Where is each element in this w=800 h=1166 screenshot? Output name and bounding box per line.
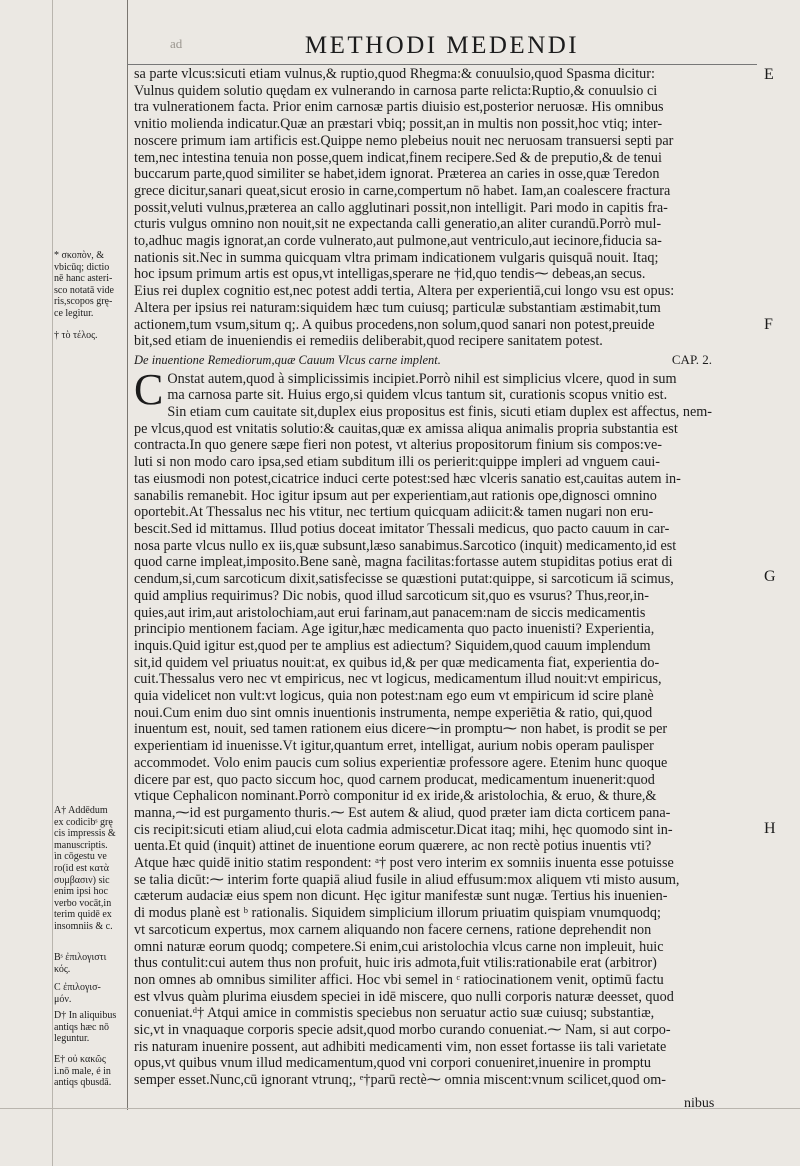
text-line: nationis sit.Nec in summa quicquam vltra primam indicationem vulgaris quisquā nouit. Itaq; (134, 249, 659, 266)
text-line: sit,id quidem vel priuatus nouit:at, ex quibus id,& per quæ medicamenta fiat, experientia do- (134, 654, 660, 671)
text-line: bescit.Sed id mittamus. Illud potius doceat imitator Thessali medicus, quo pacto cauum in car- (134, 520, 670, 537)
margin-letter-g: G (764, 568, 776, 585)
chapter-heading (134, 352, 752, 369)
text-line: dicere par est, quo pacto siccum hoc, quod carnem producat, medicamentum inuenerit:quod (134, 771, 655, 788)
text-line: opus,vt quibus vnum illud medicamentum,quod vni corpori conueniret,inuenire in promptu (134, 1055, 651, 1072)
text-line: cendum,si,cum sarcoticum dixit,satisfecisse se quæstioni putat:quippe, si sarcoticum iā scimus, (134, 571, 674, 588)
text-line: Eius rei duplex cognitio est,nec potest addi tertia, Altera per experientiā,cui longo vsu est opus: (134, 283, 675, 300)
intro-paragraph (134, 66, 752, 350)
chapter-body (134, 364, 752, 1089)
note-line: C ἐπιλογισ- (54, 982, 101, 993)
text-line: cuit.Thessalus vero nec vt empiricus, nec vt logicus, medicamentum illud nouit:vt empiricus, (134, 671, 662, 688)
note-line: A† Addēdum (54, 805, 108, 816)
text-line: semper esset.Nunc,cū ignorant vtrunq;, ᵉ†parū rectè⁓ omnia miscent:vnum scilicet,quod om- (134, 1072, 666, 1089)
note-line: enim ipsi hoc (54, 886, 108, 898)
text-line: possit,veluti vulnus,præterea an callo agglutinari possit,non intelligit. Pari modo in capitis fra- (134, 199, 668, 216)
text-line: quod carne impleat,imposito.Bene sanè, magna facilitas:fortasse autem stupiditas potius erat di (134, 554, 673, 571)
text-line: non omnes ab omnibus similiter affici. Hoc vbi semel in ᶜ ratiocinationem venit, optimū factu (134, 971, 664, 988)
note-line: cis impressis & (54, 828, 116, 840)
note-line: Bˢ ἐπιλογιστι (54, 952, 107, 963)
text-line: Vulnus quidem solutio quędam ex vulnerando in carnosa parte relicta:Ruptio,& conuulsio ci (134, 82, 658, 99)
note-line: insomniis & c. (54, 920, 113, 932)
note-line: antiqs qbusdā. (54, 1077, 112, 1089)
text-line: Onstat autem,quod à simplicissimis incipiet.Porrò nihil est simplicius vlcere, quod in sum (167, 370, 677, 387)
text-line: experientiam id inuenisse.Vt igitur,quantum erret, intelligat, aurium nobis operam paulisper (134, 738, 654, 755)
main-text (134, 66, 752, 1089)
text-line: quies,aut irim,aut aristolochiam,aut erui farinam,aut panacem:nam de siccis medicamentis (134, 604, 646, 621)
text-line: ma carnosa parte sit. Huius ergo,si quidem vlcus tantum sit, curationis scopus vnitio est. (167, 387, 668, 404)
margin-letter-e: E (764, 66, 774, 83)
text-line: di modus planè est ᵇ rationalis. Siquidem simplicium illorum priuatim quispiam vnumquodq; (134, 905, 661, 922)
text-line: vnitio molienda indicatur.Quæ an præstari vbiq; possit,an in multis non possit,hoc vtiq; inter- (134, 116, 663, 133)
text-line: omni naturæ eorum quodq; competere.Si enim,cui aristolochia vlcus carne non impleuit, huic (134, 938, 664, 955)
margin-note-e (54, 1054, 124, 1089)
margin-note-telos (54, 330, 124, 342)
note-line: κός. (54, 963, 71, 975)
text-line: vtique Cephalicon nominant.Porrò componitur id ex iride,& aristolochia, & eruo, & thure,& (134, 788, 657, 805)
text-line: cæterum audaciæ eius spem non dicunt. Hęc igitur manifestæ sunt nugæ. Tertius his inuenien- (134, 888, 668, 905)
note-line: μόν. (54, 993, 72, 1005)
text-line: Altera per ipsius rei naturam:siquidem hæc tum cuiusq; particulæ substantiam æstimabit,tum (134, 299, 661, 316)
text-line: luti si non modo caro ipsa,sed etiam subditum illi os perierit:quippe impleri ad vnguem caui- (134, 454, 661, 471)
note-line: terim quidē ex (54, 909, 112, 921)
text-line: grece dicitur,sanari queat,sicut erosio in carne,compertum nō habet. Iam,an coalescere fractura (134, 182, 671, 199)
note-line: ro(id est κατὰ (54, 862, 109, 874)
text-line: principio mentionem faciam. Age igitur,hæc medicamenta quo pacto inuenisti? Experientia, (134, 621, 655, 638)
text-line: se talia dicūt:⁓ interim forte quapiā aliud fusile in aliud effusum:mox aliquem vti misto ausum, (134, 871, 680, 888)
text-line: conueniat.ᵈ† Atqui amice in commistis speciebus non seruatur actio suæ cuiusq; substantiæ, (134, 1005, 655, 1022)
text-line: manna,⁓id est purgamento thuris.⁓ Est autem & aliud, quod præter iam dicta corticem pana- (134, 804, 671, 821)
folio-ghost: ad (170, 36, 183, 51)
note-line: συμβασιν) sic (54, 874, 110, 886)
text-line: est vlvus quàm plurima eiusdem speciei in idē miscere, quo nulli corporis naturæ deesset, quod (134, 988, 674, 1005)
note-line: vbicūq; dictio (54, 261, 110, 273)
text-line: oportebit.At Thessalus nec his vtitur, nec tertium quicquam adiicit:& tamen nugari non eru- (134, 504, 654, 521)
left-rule (52, 0, 53, 1166)
margin-note-c (54, 982, 124, 1005)
catchword: nibus (684, 1096, 715, 1111)
margin-letter-h: H (764, 820, 776, 837)
note-line: i.nō male, é in (54, 1065, 111, 1077)
text-line: Atque hæc quidē initio statim respondent: ᵃ† post vero interim ex somniis inuenta esse potuisse (134, 855, 674, 872)
text-line: actionem,tum vsum,situm q;. A quibus procedens,non solum,quod sanari non potest,preuide (134, 316, 655, 333)
note-line: manuscriptis. (54, 839, 108, 851)
margin-rule (127, 0, 128, 1110)
chapter-number: CAP. 2. (671, 351, 712, 367)
text-line: vt sarcoticum expertus, mox carnem aliquando non facere cernens, ratione deprehendit non (134, 921, 652, 938)
note-line: ris,scopos grę- (54, 296, 113, 308)
text-line: tem,nec intestina tenuia non posse,quem indicat,finem recipere.Sed & de preputio,& de tenui (134, 149, 662, 166)
note-line: D† In aliquibus (54, 1010, 117, 1021)
note-line: † τὸ τέλος. (54, 330, 98, 341)
drop-capital: C (134, 364, 164, 414)
note-line: * σκοπὸν, & (54, 250, 105, 261)
text-line: tra vulnerationem facta. Prior enim carnosæ partis diuisio est,posterior neruosæ. His omnibus (134, 99, 664, 116)
text-line: sa parte vlcus:sicuti etiam vulnus,& ruptio,quod Rhegma:& conuulsio,quod Spasma dicitur: (134, 66, 655, 82)
text-line: cturis vulgus omnino non nouit,sit ne expectanda calli generatio,an aliter curandū.Porrò mul- (134, 216, 662, 233)
text-line: thus contulit:cui autem thus non profuit, huic iris admota,fuit vtilis:rationabile erat (arbitror) (134, 955, 657, 972)
note-line: E† οὐ κακῶς (54, 1054, 106, 1065)
text-line: quia videlicet non vult:vt logicus, quia non potest:nam ego eum vt empiricum id scire planè (134, 688, 654, 705)
margin-letter-f: F (764, 316, 773, 333)
text-line: bit,sed etiam de inueniendis ei remediis deliberabit,quod recipere sanitatem potest. (134, 333, 603, 350)
text-line: noscere primum iam artificis est.Quippe nemo plebeius nouit nec neruosam transuersi septi par (134, 132, 674, 149)
text-line: quid amplius requirimus? Dic nobis, quod illud sarcoticum sit,quo es vsurus? Thus,reor,in- (134, 587, 649, 604)
margin-note-d (54, 1010, 124, 1045)
bottom-rule (0, 1108, 800, 1109)
margin-note-a (54, 805, 124, 933)
text-line: noui.Cum enim duo sint omnis inuentionis instrumenta, nempe experiētia & ratio, qui,quod (134, 704, 653, 721)
text-line: pe vlcus,quod est vnitatis solutio:& cauitas,quæ ex amissa aliqua animalis propria substantia est (134, 420, 678, 437)
note-line: ìn cōgestu ve (54, 851, 107, 863)
chapter-title: De inuentione Remediorum,quæ Cauum Vlcus carne implent. (134, 352, 441, 367)
text-line: tas eiusmodi non potest,cicatrice induci certe potest:sed hæc vlceris sanatio est,cauitas autem in- (134, 470, 681, 487)
note-line: sco notatā vide (54, 284, 114, 296)
text-line: ris naturam inuenire possent, aut adhibiti medicamenti vim, non esset fortasse iis tali varietate (134, 1038, 667, 1055)
body-paragraph (134, 364, 752, 1089)
note-line: leguntur. (54, 1033, 90, 1045)
text-line: buccarum parte,quod similiter se habet,idem ignorat. Præterea an caries in osse,quæ Teredon (134, 166, 660, 183)
text-line: inuentum est, nouit, sed tamen rationem eius dicere⁓in promptu⁓ non habet, is prodit se per (134, 721, 668, 738)
text-line: hoc ipsum primum artis est opus,vt intelligas,sperare ne †id,quo tendis⁓ debeas,an secus. (134, 266, 646, 283)
text-line: contracta.In quo genere sæpe fieri non potest, vt alterius propositorum finium sis compos:ve- (134, 437, 662, 454)
text-line: cis recipit:sicuti etiam aliud,cui elota cadmia admiscetur.Dicat itaq; mihi, hęc quomodo sint in- (134, 821, 673, 838)
margin-note-b (54, 952, 124, 975)
text-line: nosa parte vlcus nullo ex iis,quæ subsunt,læso sanabimus.Sarcotico (inquit) medicamento,id est (134, 537, 677, 554)
note-line: nē hanc asteri- (54, 273, 113, 285)
text-line: sanabilis remanebit. Hoc igitur ipsum aut per experientiam,aut rationis ope,dignosci omnino (134, 487, 657, 504)
head-rule (127, 64, 757, 65)
note-line: ex codicibˢ grę (54, 816, 113, 828)
running-head: METHODI MEDENDI (304, 32, 580, 59)
text-line: accommodet. Volo enim paucis cum solius experientiæ professore agere. Etenim hunc quoque (134, 754, 668, 771)
text-line: Sin etiam cum cauitate sit,duplex eius propositus est finis, sicuti etiam duplex est affectus, nem- (167, 404, 713, 421)
margin-note-scopos (54, 250, 124, 320)
text-line: inquis.Quid igitur est,quod per te amplius est adiectum? Siquidem,quod cauum implendum (134, 637, 651, 654)
text-line: sic,vt in vnaquaque corporis specie adsit,quod morbo curando conueniat.⁓ Nam, si aut corpo- (134, 1022, 671, 1039)
text-line: to,adhuc magis ignorat,an corde vulnerato,aut pulmone,aut ventriculo,aut iecinore,fiducia sa- (134, 233, 662, 250)
text-line: uenta.Et quid (inquit) attinet de inuentione eorum quærere, ac non rectè potius inuentis vti? (134, 838, 652, 855)
note-line: ce legitur. (54, 307, 94, 319)
note-line: verbo vocāt,in (54, 897, 112, 909)
note-line: antiqs hæc nō (54, 1021, 109, 1033)
